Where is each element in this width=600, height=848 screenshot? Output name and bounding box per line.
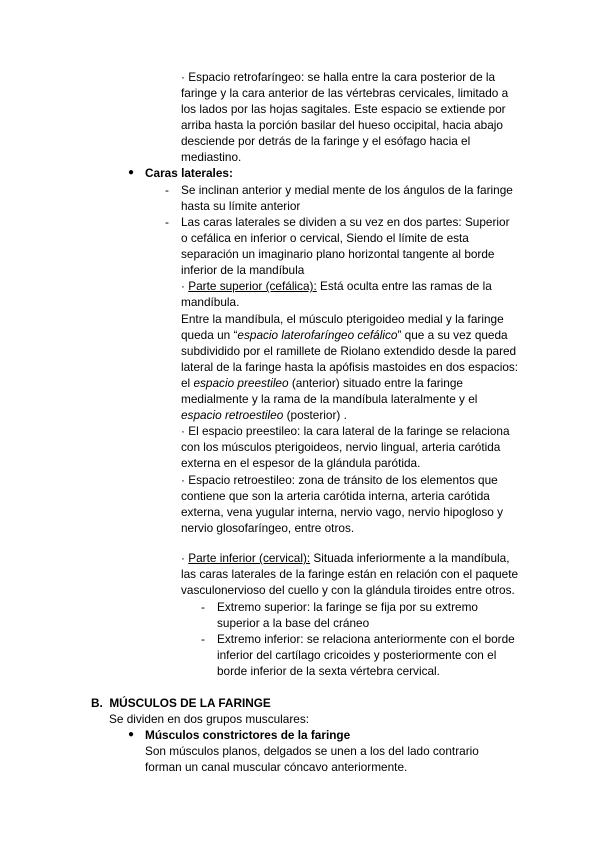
italic-term: espacio preestileo xyxy=(193,375,289,390)
text-line: Extremo inferior: se relaciona anteriormente con el borde xyxy=(217,632,515,646)
text-line: con los músculos pterigoideos, nervio lingual, arteria carótida xyxy=(181,440,501,455)
text-line xyxy=(181,375,518,391)
text-line: las caras laterales de la faringe están en relación con el paquete xyxy=(181,567,519,582)
text-span: queda un “ xyxy=(181,327,238,342)
text-span: Está oculta entre las ramas de la xyxy=(316,279,492,294)
text-line: Las caras laterales se dividen a su vez en dos partes: Superior xyxy=(181,215,510,229)
text-line: Entre la mandíbula, el músculo pterigoideo medial y la faringe xyxy=(181,311,504,326)
text-line: forman un canal muscular cóncavo anteriormente. xyxy=(145,760,408,775)
heading-text: B. MÚSCULOS DE LA FARINGE xyxy=(91,696,271,710)
text-span: (anterior) situado entre la faringe xyxy=(288,375,463,390)
text-line: mediastino. xyxy=(181,150,242,165)
text-line: superior a la base del cráneo xyxy=(217,616,370,631)
text-span: ” que a su vez queda xyxy=(397,327,508,342)
text-line xyxy=(181,327,518,343)
text-line: inferior de la mandíbula xyxy=(181,263,305,278)
text-line: arriba hasta la porción basilar del hueso occipital, hacia abajo xyxy=(181,118,503,133)
italic-term: espacio retroestileo xyxy=(181,408,284,423)
text-line: desciende por detrás de la faringe y el esófago hacia el xyxy=(181,134,471,149)
text-line: hasta su límite anterior xyxy=(181,199,301,214)
section-heading xyxy=(91,695,271,711)
heading-text: Músculos constrictores de la faringe xyxy=(145,728,351,742)
caras-laterales-heading xyxy=(145,165,233,181)
text-line: Extremo superior: la faringe se fija por su extremo xyxy=(217,600,478,614)
text-line: subdividido por el ramillete de Riolano extendido desde la pared xyxy=(181,343,517,358)
text-line: faringe y la cara anterior de las vértebras cervicales, limitado a xyxy=(181,86,509,101)
text-line: Se dividen en dos grupos musculares: xyxy=(109,712,310,726)
text-line: nervio glosofaríngeo, entre otros. xyxy=(181,520,355,535)
text-line: contiene que son la arteria carótida interna, arteria carótida xyxy=(181,488,490,503)
parte-inferior-line xyxy=(181,550,518,566)
text-line: inferior del cartílago cricoides y posteriormente con el xyxy=(217,648,497,663)
retrofaringeo-paragraph xyxy=(181,69,508,166)
text-line: Son músculos planos, delgados se unen a los del lado contrario xyxy=(145,744,479,758)
text-line: externa en el espesor de la glándula parótida. xyxy=(181,456,421,471)
text-line: borde inferior de la sexta vértebra cervical. xyxy=(217,664,440,679)
parte-superior-label: Parte superior (cefálica): xyxy=(188,279,317,294)
text-line: o cefálica en inferior o cervical, Siendo el límite de esta xyxy=(181,231,469,246)
list-item xyxy=(181,214,518,536)
italic-term: espacio laterofaríngeo cefálico xyxy=(237,327,398,342)
list-item xyxy=(217,631,515,679)
dash-icon: - xyxy=(165,215,169,229)
parte-superior-line xyxy=(181,278,518,294)
text-line: · Espacio retrofaríngeo: se halla entre la cara posterior de la xyxy=(181,70,496,84)
text-line: los lados por las hojas sagitales. Este espacio se extiende por xyxy=(181,102,506,117)
text-line: Se inclinan anterior y medial mente de los ángulos de la faringe xyxy=(181,183,513,197)
text-span: (posterior) . xyxy=(283,408,347,423)
section-intro xyxy=(109,711,309,727)
text-line: medialmente y la rama de la mandíbula lateralmente y el xyxy=(181,392,478,407)
subsection-paragraph xyxy=(145,743,479,775)
dash-icon: - xyxy=(201,632,205,646)
dash-icon: - xyxy=(165,183,169,197)
dot-text: · xyxy=(181,551,189,565)
bullet-icon: ● xyxy=(128,729,135,740)
parte-inferior-label: Parte inferior (cervical): xyxy=(188,551,311,565)
text-line: mandíbula. xyxy=(181,295,240,310)
text-line: · El espacio preestileo: la cara lateral de la faringe se relaciona xyxy=(181,424,510,439)
text-line: separación un imaginario plano horizontal tangente al borde xyxy=(181,247,495,262)
subsection-heading xyxy=(145,727,350,743)
text-line: · Espacio retroestileo: zona de tránsito de los elementos que xyxy=(181,472,498,487)
bullet-icon: ● xyxy=(128,167,135,178)
text-span: Situada inferiormente a la mandíbula, xyxy=(310,551,510,565)
text-line: vasculonervioso del cuello y con la glándula tiroides entre otros. xyxy=(181,583,515,598)
dash-icon: - xyxy=(201,600,205,614)
text-span: el xyxy=(181,375,194,390)
list-item xyxy=(217,599,478,631)
parte-inferior-paragraph xyxy=(181,550,518,598)
text-line: lateral de la faringe hasta la apófisis mastoides en dos espacios: xyxy=(181,359,519,374)
list-item xyxy=(181,182,513,214)
heading-text: Caras laterales: xyxy=(145,166,233,180)
text-line: externa, vena yugular interna, nervio vago, nervio hipogloso y xyxy=(181,504,503,519)
text-line xyxy=(181,407,518,423)
dot-text: · xyxy=(181,279,189,294)
